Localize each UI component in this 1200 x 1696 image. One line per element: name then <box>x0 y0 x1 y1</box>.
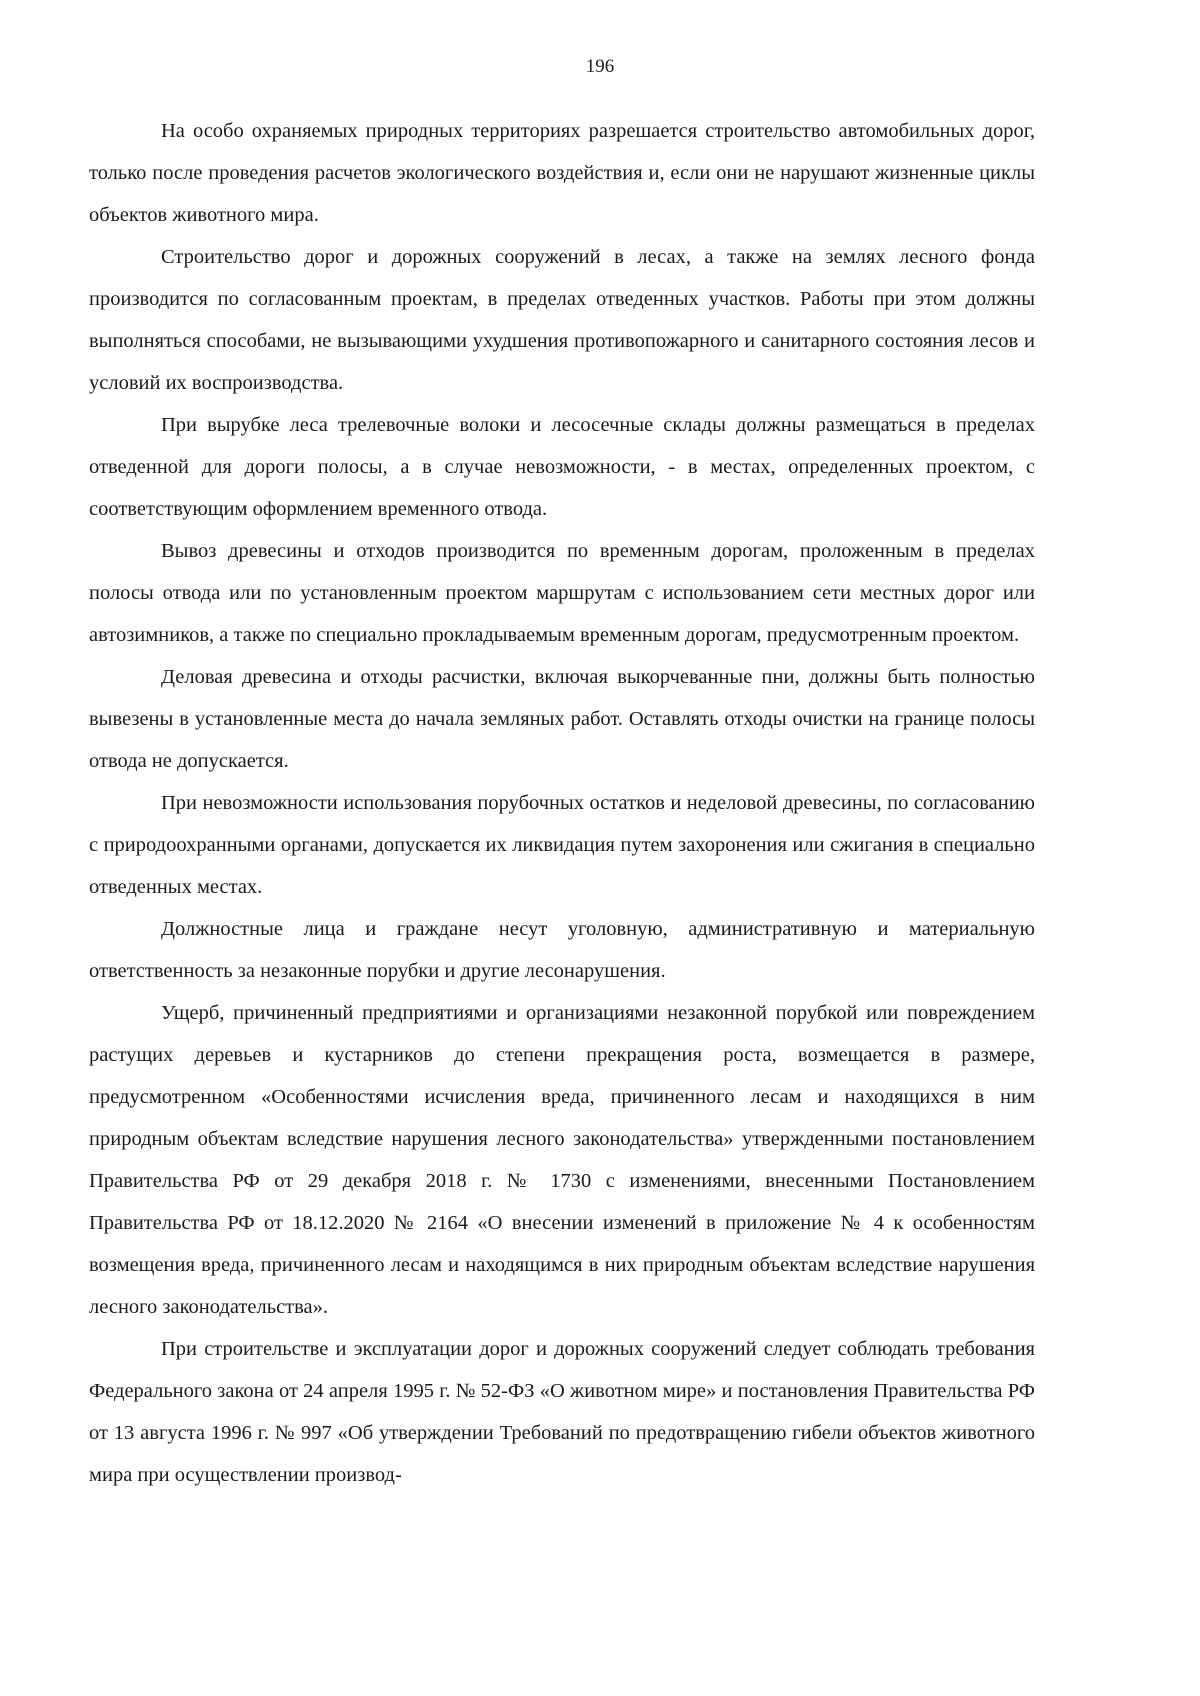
paragraph-4: Вывоз древесины и отходов производится по временным дорогам, проложенным в пределах полосы отвода или по установленным проектом маршрутам с использованием сети местных дорог или автозимников, а также по специально прокладываемым временным дорогам, предусмотренным проектом. <box>89 540 1035 646</box>
paragraph-2: Строительство дорог и дорожных сооружений в лесах, а также на землях лесного фонда производится по согласованным проектам, в пределах отведенных участков. Работы при этом должны выполняться способами, не вызывающими ухудшения противопожарного и санитарного состояния лесов и условий их воспроизводства. <box>89 246 1035 394</box>
paragraph-1: На особо охраняемых природных территориях разрешается строительство автомобильных дорог, только после проведения расчетов экологического воздействия и, если они не нарушают жизненные циклы объектов животного мира. <box>89 120 1035 226</box>
paragraph-6: При невозможности использования порубочных остатков и неделовой древесины, по согласованию с природоохранными органами, допускается их ликвидация путем захоронения или сжигания в специально отведенных местах. <box>89 792 1035 898</box>
paragraph-8: Ущерб, причиненный предприятиями и организациями незаконной порубкой или повреждением растущих деревьев и кустарников до степени прекращения роста, возмещается в размере, предусмотренном «Особенностями исчисления вреда, причиненного лесам и находящихся в ним природным объектам вследствие нарушения лесного законодательства» утвержденными постановлением Правительства РФ от 29 декабря 2018 г. № 1730 с изменениями, внесенными Постановлением Правительства РФ от 18.12.2020 № 2164 «О внесении изменений в приложение № 4 к особенностям возмещения вреда, причиненного лесам и находящимся в них природным объектам вследствие нарушения лесного законодательства». <box>89 1002 1035 1318</box>
paragraph-7: Должностные лица и граждане несут уголовную, административную и материальную ответственность за незаконные порубки и другие лесонарушения. <box>89 918 1035 982</box>
paragraph-3: При вырубке леса трелевочные волоки и лесосечные склады должны размещаться в пределах отведенной для дороги полосы, а в случае невозможности, - в местах, определенных проектом, с соответствующим оформлением временного отвода. <box>89 414 1035 520</box>
paragraph-5: Деловая древесина и отходы расчистки, включая выкорчеванные пни, должны быть полностью вывезены в установленные места до начала земляных работ. Оставлять отходы очистки на границе полосы отвода не допускается. <box>89 666 1035 772</box>
document-body <box>89 110 1035 1496</box>
page-number: 196 <box>585 56 615 77</box>
paragraph-9: При строительстве и эксплуатации дорог и дорожных сооружений следует соблюдать требования Федерального закона от 24 апреля 1995 г. № 52-ФЗ «О животном мире» и постановления Правительства РФ от 13 августа 1996 г. № 997 «Об утверждении Требований по предотвращению гибели объектов животного мира при осуществлении производ- <box>89 1338 1035 1486</box>
